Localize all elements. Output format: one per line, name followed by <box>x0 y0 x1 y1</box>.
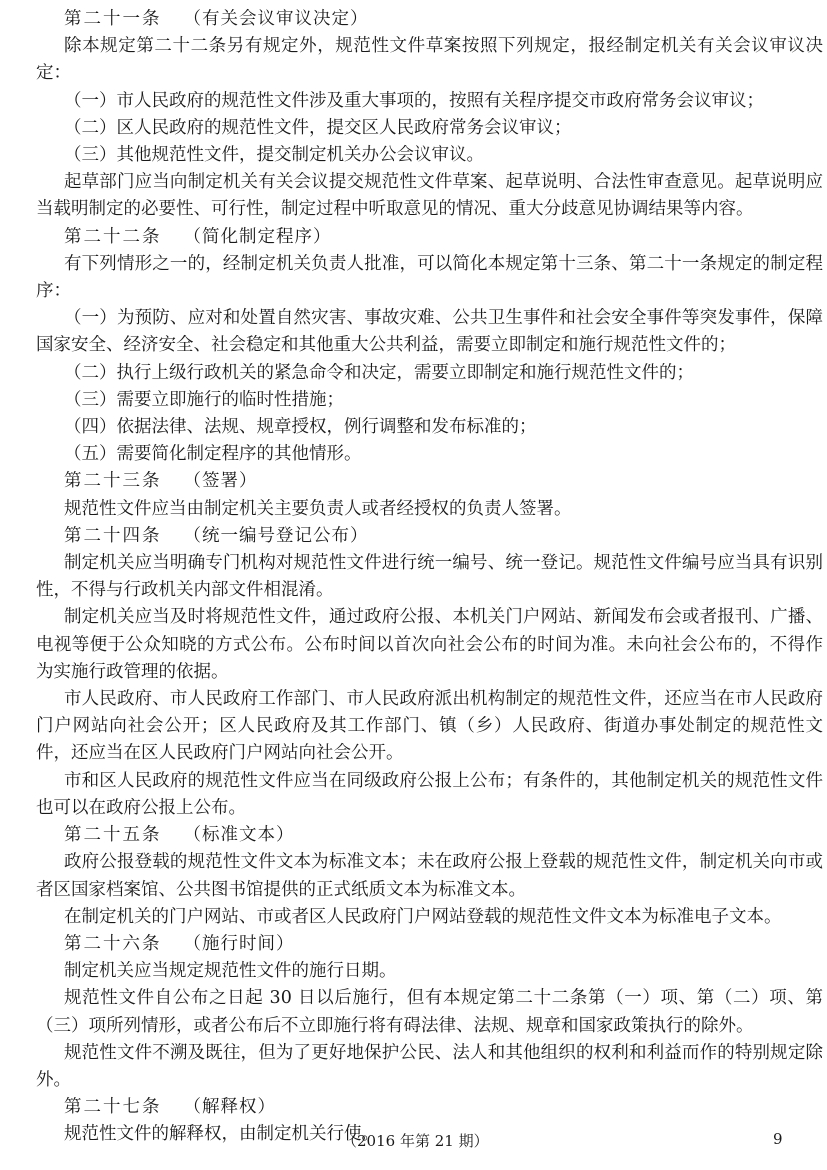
article-paragraph: （一）市人民政府的规范性文件涉及重大事项的，按照有关程序提交市政府常务会议审议； <box>64 90 764 111</box>
article-paragraph: 规范性文件的解释权，由制定机关行使。 <box>64 1124 379 1145</box>
article-paragraph: 规范性文件自公布之日起 30 日以后施行，但有本规定第二十二条第（一）项、第（二）项、第（三）项所列情形，或者公布后不立即施行将有碍法律、法规、规章和国家政策执行的除外。 <box>36 988 823 1036</box>
article-heading <box>36 224 823 251</box>
article-paragraph: 规范性文件应当由制定机关主要负责人或者经授权的负责人签署。 <box>64 498 572 519</box>
article-paragraph: 市和区人民政府的规范性文件应当在同级政府公报上公布；有条件的，其他制定机关的规范性文件也可以在政府公报上公布。 <box>36 770 823 818</box>
article-number: 第二十四条 <box>64 525 162 546</box>
article-title: （有关会议审议决定） <box>183 9 369 29</box>
page-number: 9 <box>773 1130 783 1148</box>
article-title: （签署） <box>183 471 258 492</box>
article-paragraph: 规范性文件不溯及既往，但为了更好地保护公民、法人和其他组织的权利和利益而作的特别规定除外。 <box>36 1042 823 1090</box>
article-paragraph: （二）执行上级行政机关的紧急命令和决定，需要立即制定和施行规范性文件的； <box>64 362 694 383</box>
article-paragraph: （五）需要简化制定程序的其他情形。 <box>64 444 362 465</box>
article-title: （施行时间） <box>183 933 295 954</box>
article-paragraph: 除本规定第二十二条另有规定外，规范性文件草案按照下列规定，报经制定机关有关会议审议决定： <box>36 36 823 84</box>
article-heading <box>36 468 823 495</box>
article-paragraph: （三）其他规范性文件，提交制定机关办公会议审议。 <box>64 145 484 166</box>
article-heading <box>36 931 823 958</box>
article-number: 第二十二条 <box>64 226 162 247</box>
page-footer <box>0 1130 827 1154</box>
article-title: （解释权） <box>183 1097 276 1118</box>
article-heading <box>36 822 823 849</box>
article-title: （简化制定程序） <box>183 226 332 247</box>
article-heading <box>36 523 823 550</box>
article-paragraph: （四）依据法律、法规、规章授权，例行调整和发布标准的； <box>64 417 537 438</box>
article-paragraph: 有下列情形之一的，经制定机关负责人批准，可以简化本规定第十三条、第二十一条规定的制定程序： <box>36 253 823 302</box>
article-number: 第二十一条 <box>64 9 162 29</box>
article-paragraph: （三）需要立即施行的临时性措施； <box>64 389 344 410</box>
article-paragraph: 起草部门应当向制定机关有关会议提交规范性文件草案、起草说明、合法性审查意见。起草说明应当载明制定的必要性、可行性，制定过程中听取意见的情况、重大分歧意见协调结果等内容。 <box>36 172 823 220</box>
article-title: （标准文本） <box>183 825 295 846</box>
article-paragraph: （一）为预防、应对和处置自然灾害、事故灾难、公共卫生事件和社会安全事件等突发事件，保障国家安全、经济安全、社会稳定和其他重大公共利益，需要立即制定和施行规范性文件的； <box>36 308 823 356</box>
article-number: 第二十七条 <box>64 1097 162 1118</box>
article-number: 第二十三条 <box>64 471 162 492</box>
article-paragraph: 制定机关应当及时将规范性文件，通过政府公报、本机关门户网站、新闻发布会或者报刊、广播、电视等便于公众知晓的方式公布。公布时间以首次向社会公布的时间为准。未向社会公布的，不得作为实施行政管理的依据。 <box>36 607 823 682</box>
article-paragraph: （二）区人民政府的规范性文件，提交区人民政府常务会议审议； <box>64 117 572 138</box>
article-paragraph: 市人民政府、市人民政府工作部门、市人民政府派出机构制定的规范性文件，还应当在市人民政府门户网站向社会公开；区人民政府及其工作部门、镇（乡）人民政府、街道办事处制定的规范性文件，还应当在区人民政府门户网站向社会公开。 <box>36 689 823 764</box>
article-number: 第二十六条 <box>64 933 162 954</box>
article-number: 第二十五条 <box>64 825 162 846</box>
article-heading <box>36 1094 823 1121</box>
article-title: （统一编号登记公布） <box>183 525 369 546</box>
article-paragraph: 制定机关应当规定规范性文件的施行日期。 <box>64 961 397 982</box>
article-paragraph: 政府公报登载的规范性文件文本为标准文本；未在政府公报上登载的规范性文件，制定机关向市或者区国家档案馆、公共图书馆提供的正式纸质文本为标准文本。 <box>36 852 823 900</box>
issue-label: （2016 年第 21 期） <box>342 1132 489 1150</box>
document-body <box>36 6 823 1149</box>
article-heading <box>36 6 823 33</box>
article-paragraph: 在制定机关的门户网站、市或者区人民政府门户网站登载的规范性文件文本为标准电子文本。 <box>64 906 782 927</box>
article-paragraph: 制定机关应当明确专门机构对规范性文件进行统一编号、统一登记。规范性文件编号应当具有识别性，不得与行政机关内部文件相混淆。 <box>36 553 823 601</box>
